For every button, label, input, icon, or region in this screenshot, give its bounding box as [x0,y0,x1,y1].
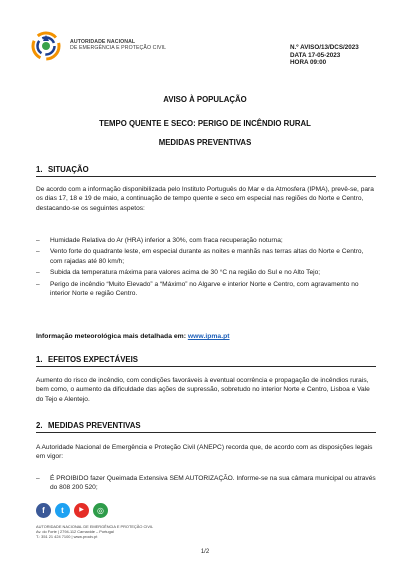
section-title: SITUAÇÃO [48,165,89,174]
list-item-text: Humidade Relativa do Ar (HRA) inferior a 30%, com fraca recuperação noturna; [50,237,283,244]
section-heading-situation [36,165,89,174]
youtube-icon[interactable]: ▶ [74,503,89,518]
list-item-text: É PROIBIDO fazer Queimada Extensiva SEM AUTORIZAÇÃO. Informe-se na sua câmara municipal ou através do 808 200 520; [50,475,376,492]
footer-address [36,524,153,540]
measures-title: MEDIDAS PREVENTIVAS [158,138,252,147]
list-item-text: Perigo de incêndio “Muito Elevado” a “Máximo” no Algarve e interior Norte e Centro, com agravamento no interior Norte e região Centro. [50,280,359,298]
document-title: AVISO À POPULAÇÃO [163,95,247,104]
reference-time: HORA 09:00 [290,59,327,67]
reference-block [290,44,359,67]
list-item: – É PROIBIDO fazer Queimada Extensiva SEM AUTORIZAÇÃO. Informe-se na sua câmara municipal ou através do 808 200 520; [36,475,376,492]
share-icon[interactable]: ◎ [93,503,108,518]
anepc-logo-icon [30,30,62,62]
section-number: 1. [36,165,43,174]
ipma-link[interactable]: www.ipma.pt [187,333,230,340]
section-number: 1. [36,355,43,364]
section-heading-effects [36,355,138,364]
measures-paragraph: A Autoridade Nacional de Emergência e Proteção Civil (ANEPC) recorda que, de acordo com as disposições legais em vigor: [36,444,373,461]
section-title: EFEITOS EXPECTÁVEIS [48,355,138,364]
situation-bullet-list [36,236,376,301]
reference-number: N.º AVISO/13/DCS/2023 [290,44,359,51]
org-name-line2: DE EMERGÊNCIA E PROTEÇÃO CIVIL [70,45,167,52]
list-item: – Subida da temperatura máxima para valores acima de 30 °C na região do Sul e no Alto Tejo; [36,269,321,277]
anepc-logo [30,30,170,62]
section-heading-measures [36,421,141,430]
meteorological-info-line [36,333,230,340]
list-item-text: Vento forte do quadrante leste, em especial durante as noites e manhãs nas terras altas do Norte e Centro, com rajadas até 80 km/h; [50,248,364,265]
reference-date: DATA 17-05-2023 [290,51,341,59]
list-item: – Perigo de incêndio “Muito Elevado” a “Máximo” no Algarve e interior Norte e Centro, com agravamento no interior Norte e região Centro. [36,280,359,298]
measures-bullet-list [36,474,376,495]
section-number: 2. [36,421,43,430]
logo-text [70,39,166,51]
document-subtitle: TEMPO QUENTE E SECO: PERIGO DE INCÊNDIO RURAL [99,119,311,128]
list-item: – Vento forte do quadrante leste, em especial durante as noites e manhãs nas terras altas do Norte e Centro, com rajadas até 80 km/h; [36,248,364,265]
facebook-icon[interactable]: f [36,503,51,518]
footer-org: AUTORIDADE NACIONAL DE EMERGÊNCIA E PROTEÇÃO CIVIL [36,524,154,529]
org-name-line1: AUTORIDADE NACIONAL [70,39,136,45]
section-divider [36,432,376,433]
info-label: Informação meteorológica mais detalhada em: [36,333,186,340]
section-divider [36,366,376,367]
twitter-icon[interactable]: t [55,503,70,518]
section-divider [36,176,376,177]
footer-street: Av. do Forte | 2794-112 Carnaxide – Portugal [36,529,114,535]
footer-contact: T.: 351 21 424 7100 | www.prociv.pt [36,534,98,540]
situation-paragraph: De acordo com a informação disponibilizada pelo Instituto Português do Mar e da Atmosfera (IPMA), prevê-se, para os dias 17, 18 e 19 de maio, a continuação de tempo quente e seco em especial nas regiões do Norte e Centro, destacando-se os seguintes aspetos: [36,186,374,212]
list-item-text: Subida da temperatura máxima para valores acima de 30 °C na região do Sul e no Alto Tejo; [50,269,321,277]
section-title: MEDIDAS PREVENTIVAS [48,421,141,430]
list-item: – Humidade Relativa do Ar (HRA) inferior a 30%, com fraca recuperação noturna; [36,237,283,244]
page-number: 1/2 [200,549,210,555]
effects-paragraph: Aumento do risco de incêndio, com condições favoráveis à eventual ocorrência e propagação de incêndios rurais, bem como, o aumento da dificuldade das ações de supressão, sobretudo no interior Norte e Centro, Lisboa e Vale do Tejo e Alentejo. [36,377,370,403]
